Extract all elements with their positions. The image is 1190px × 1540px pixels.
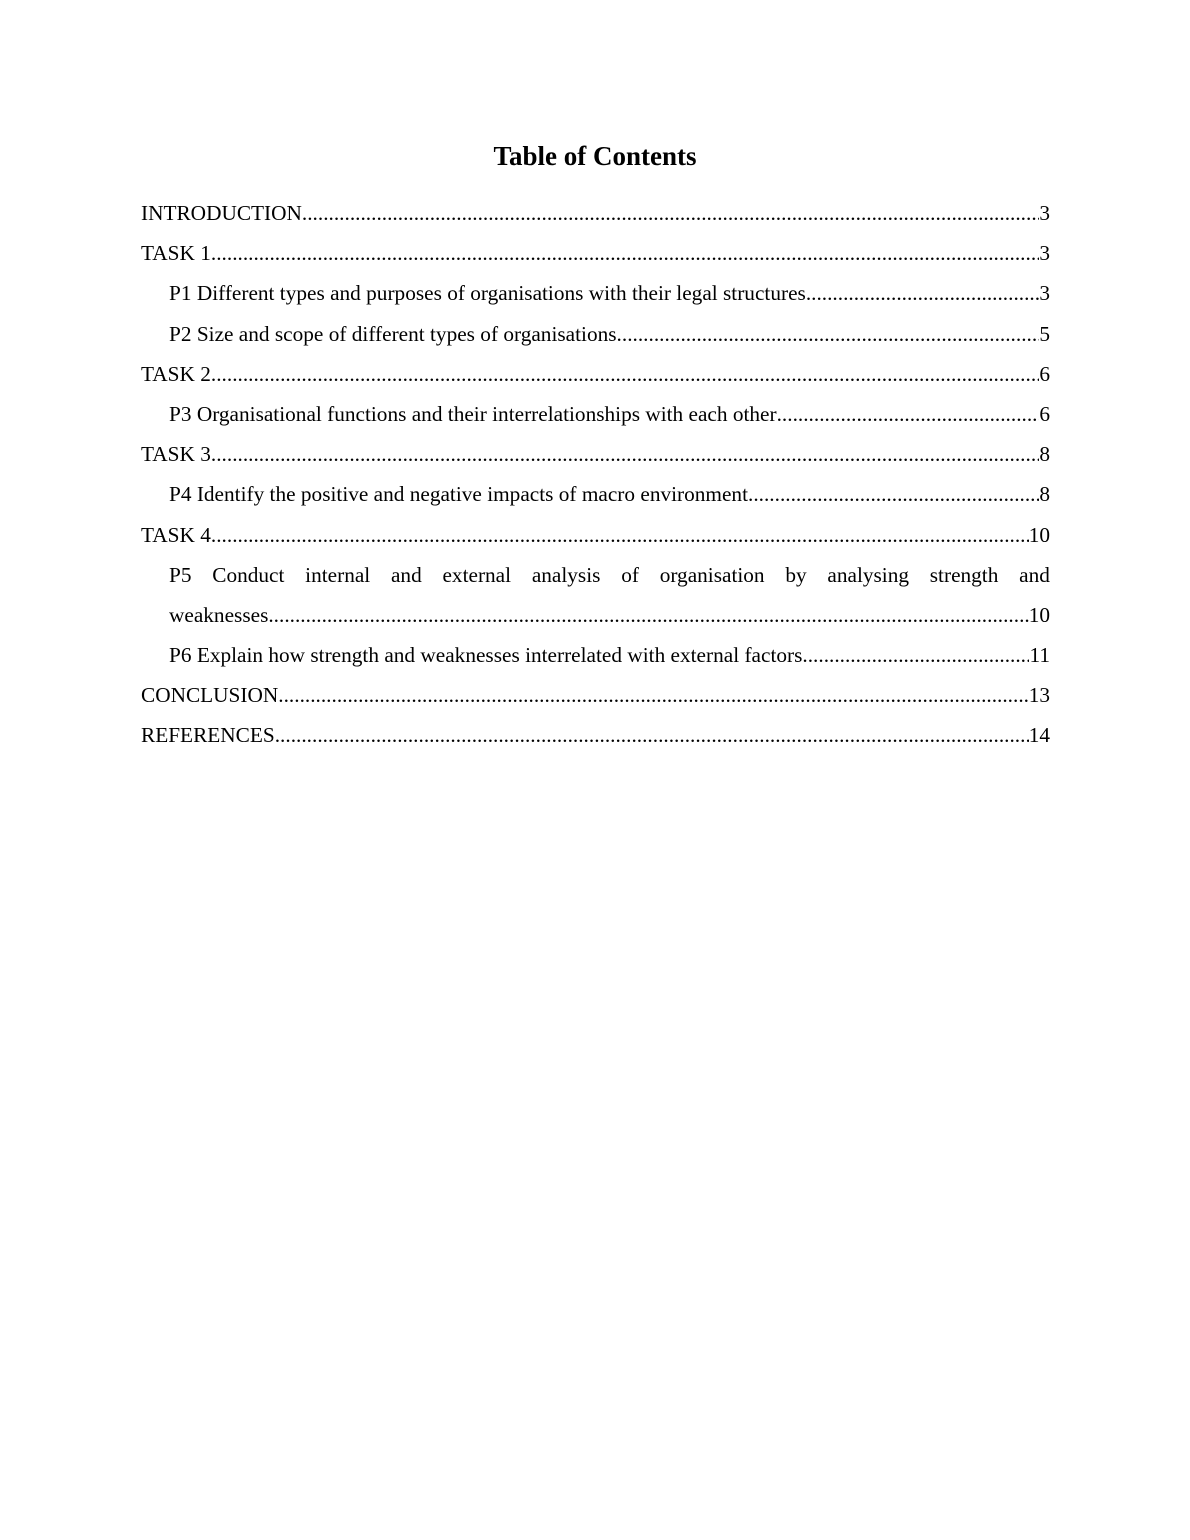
toc-entry-p6[interactable] [141,635,1050,675]
toc-entry-label: TASK 4 [141,522,211,547]
toc-entry-label: P3 Organisational functions and their interrelationships with each other [169,401,777,426]
toc-entry-p4[interactable] [141,474,1050,514]
toc-page-number: 11 [1029,643,1050,668]
toc-entry-p2[interactable] [141,314,1050,354]
toc-entry-word: organisation [659,562,765,587]
toc-entry-label: P2 Size and scope of different types of organisations [169,321,617,346]
dot-leader [777,394,1040,434]
toc-entry-label: TASK 2 [141,361,211,386]
toc-entry-word: analysis [531,562,601,587]
toc-page-number: 10 [1028,602,1050,627]
toc-entry-label: TASK 3 [141,442,211,467]
dot-leader [617,314,1040,354]
toc-page-number: 5 [1039,321,1050,346]
toc-entry-label: P6 Explain how strength and weaknesses interrelated with external factors [169,643,803,668]
dot-leader [268,595,1028,635]
toc-entry-word: and [390,562,422,587]
toc-entry-label: CONCLUSION [141,683,279,708]
toc-entry-label-line2: weaknesses [169,602,269,627]
toc-page-number: 8 [1039,482,1050,507]
toc-entry-label-line1 [169,555,1050,595]
toc-entry-task-1[interactable] [141,233,1050,273]
dot-leader [211,434,1039,474]
toc-entry-label: REFERENCES [141,723,275,748]
toc-entry-task-2[interactable] [141,354,1050,394]
toc-page-number: 3 [1039,241,1050,266]
toc-entry-word: analysing [827,562,910,587]
dot-leader [302,193,1039,233]
toc-entry-word: P5 [169,562,192,587]
toc-entry-task-3[interactable] [141,434,1050,474]
toc-entry-p3[interactable] [141,394,1050,434]
toc-page-number: 8 [1039,442,1050,467]
dot-leader [211,515,1029,555]
dot-leader [748,474,1039,514]
page-title: Table of Contents [493,141,697,171]
toc-page-number: 14 [1028,723,1050,748]
toc-entry-word: of [621,562,639,587]
toc-entry-word: internal [305,562,371,587]
toc-page-number: 6 [1039,401,1050,426]
dot-leader [211,354,1039,394]
dot-leader [275,715,1029,755]
toc-entry-word: Conduct [212,562,285,587]
toc-entry-p1[interactable] [141,273,1050,313]
toc-list [141,193,1050,756]
toc-entry-word: strength [929,562,999,587]
toc-entry-word: and [1019,562,1050,587]
toc-entry-label: P4 Identify the positive and negative impacts of macro environment [169,482,748,507]
toc-entry-label: TASK 1 [141,241,211,266]
dot-leader [278,675,1028,715]
toc-page-number: 6 [1039,361,1050,386]
dot-leader [806,273,1040,313]
toc-entry-introduction[interactable] [141,193,1050,233]
toc-page-number: 3 [1039,281,1050,306]
toc-page-number: 10 [1028,522,1050,547]
toc-entry-references[interactable] [141,715,1050,755]
dot-leader [211,233,1039,273]
toc-entry-label: INTRODUCTION [141,201,302,225]
toc-entry-word: external [442,562,512,587]
toc-entry-label: P1 Different types and purposes of organisations with their legal structures [169,281,806,306]
toc-entry-conclusion[interactable] [141,675,1050,715]
toc-entry-word: by [785,562,807,587]
toc-page-number: 13 [1028,683,1050,708]
dot-leader [802,635,1029,675]
toc-entry-p5[interactable] [141,555,1050,635]
toc-page-number: 3 [1039,201,1050,225]
toc-entry-task-4[interactable] [141,515,1050,555]
